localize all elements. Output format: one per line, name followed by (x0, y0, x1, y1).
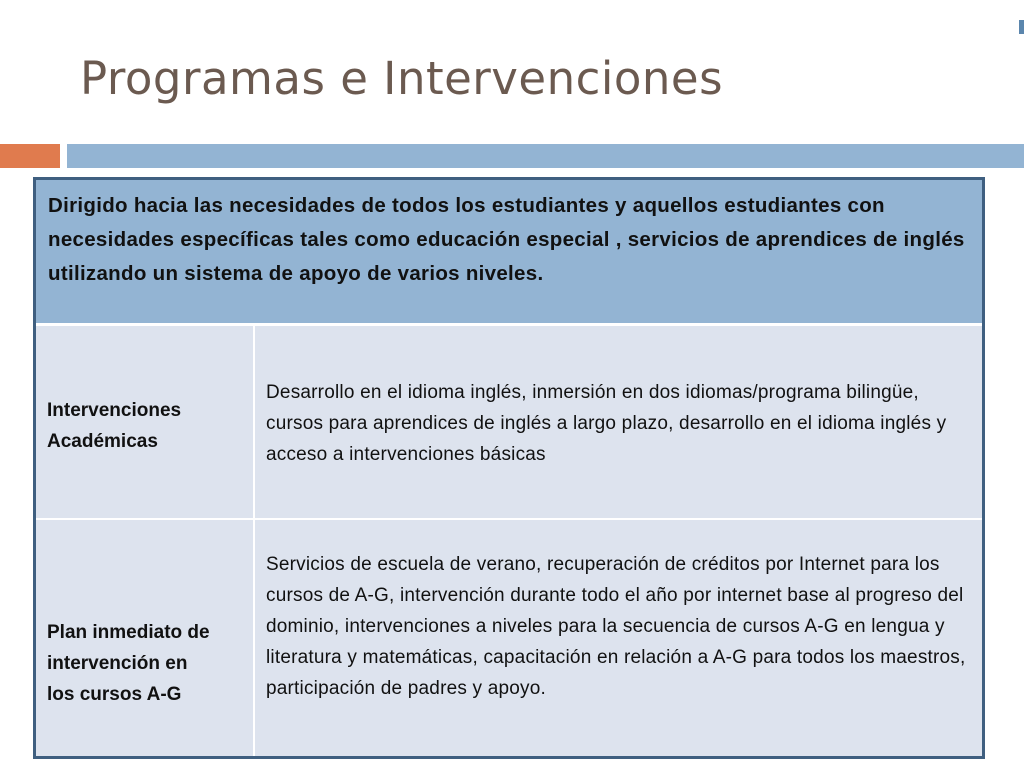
row-label-line: Académicas (47, 431, 158, 452)
slide-title: Programas e Intervenciones (80, 52, 724, 105)
table-row-academic (36, 326, 982, 520)
table-row-plan (36, 520, 982, 756)
programs-table (33, 177, 985, 759)
table-header: Dirigido hacia las necesidades de todos los estudiantes y aquellos estudiantes con necesidades específicas tales como educación especial , servicios de aprendices de inglés utilizando un sistema de apoyo de varios niveles. (36, 180, 982, 326)
row-label-line: intervención en (47, 652, 188, 674)
row-label-plan (36, 520, 255, 756)
row-label-line: los cursos A-G (47, 683, 182, 705)
row-label-academic (36, 326, 255, 518)
accent-bar-blue (67, 144, 1024, 168)
accent-bar-orange (0, 144, 60, 168)
row-text-plan: Servicios de escuela de verano, recuperación de créditos por Internet para los cursos de A-G, intervención durante todo el año por internet base al progreso del dominio, intervenciones a niveles para la secuencia de cursos A-G en lengua y literatura y matemáticas, capacitación en relación a A-G para todos los maestros, participación de padres y apoyo. (266, 554, 966, 699)
corner-marker (1019, 20, 1024, 34)
row-label-line: Plan inmediato de (47, 621, 210, 643)
row-label-line: Intervenciones (47, 400, 182, 421)
row-text-academic: Desarrollo en el idioma inglés, inmersión en dos idiomas/programa bilingüe, cursos para aprendices de inglés a largo plazo, desarrollo en el idioma inglés y acceso a intervenciones básicas (266, 382, 947, 465)
